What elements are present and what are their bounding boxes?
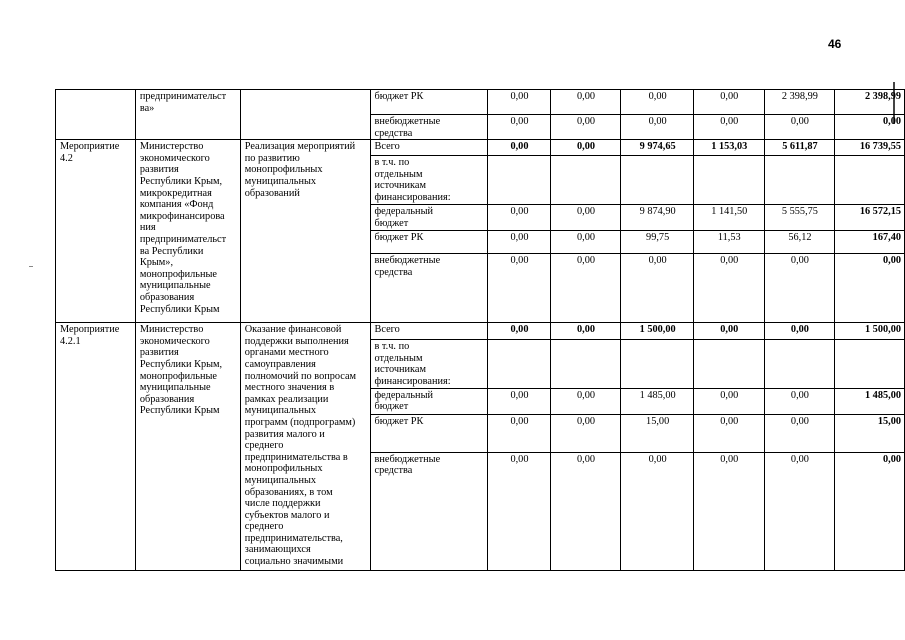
year-value-cell: 2 398,99 xyxy=(764,90,835,115)
year-value-cell: 9 974,65 xyxy=(621,140,694,156)
year-value-cell: 0,00 xyxy=(764,452,835,570)
total-value-cell: 0,00 xyxy=(835,452,905,570)
year-value-cell xyxy=(488,156,551,205)
year-value-cell: 0,00 xyxy=(488,140,551,156)
year-value-cell: 0,00 xyxy=(550,140,621,156)
funding-source-cell: внебюджетные средства xyxy=(370,115,488,140)
year-value-cell: 0,00 xyxy=(488,90,551,115)
year-value-cell: 1 141,50 xyxy=(693,205,764,231)
year-value-cell: 0,00 xyxy=(764,323,835,340)
funding-source-cell: бюджет РК xyxy=(370,414,488,452)
year-value-cell: 0,00 xyxy=(764,254,835,323)
measure-name-cell: Реализация мероприятий по развитию монопрофильных муниципальных образований xyxy=(240,140,370,323)
year-value-cell: 9 874,90 xyxy=(621,205,694,231)
total-value-cell: 0,00 xyxy=(835,254,905,323)
total-value-cell: 167,40 xyxy=(835,231,905,254)
funding-source-cell: внебюджетные средства xyxy=(370,452,488,570)
total-value-cell: 0,00 xyxy=(835,115,905,140)
year-value-cell xyxy=(621,156,694,205)
executor-cell: Министерство экономического развития Республики Крым, монопрофильные муниципальные образования Республики Крым xyxy=(135,323,240,570)
budget-table-body xyxy=(56,90,905,571)
year-value-cell: 0,00 xyxy=(550,414,621,452)
year-value-cell xyxy=(764,156,835,205)
total-value-cell: 2 398,99 xyxy=(835,90,905,115)
table-row xyxy=(56,323,905,340)
executor-cell: предпринимательст ва» xyxy=(135,90,240,140)
total-value-cell: 16 572,15 xyxy=(835,205,905,231)
funding-source-cell: в т.ч. по отдельным источникам финансирования: xyxy=(370,156,488,205)
year-value-cell: 0,00 xyxy=(488,323,551,340)
year-value-cell xyxy=(621,340,694,388)
year-value-cell xyxy=(550,156,621,205)
year-value-cell: 0,00 xyxy=(550,205,621,231)
year-value-cell: 0,00 xyxy=(550,90,621,115)
year-value-cell: 0,00 xyxy=(550,115,621,140)
year-value-cell: 0,00 xyxy=(693,115,764,140)
funding-source-cell: федеральный бюджет xyxy=(370,388,488,414)
year-value-cell: 0,00 xyxy=(550,323,621,340)
funding-source-cell: бюджет РК xyxy=(370,90,488,115)
year-value-cell xyxy=(764,340,835,388)
year-value-cell: 0,00 xyxy=(693,323,764,340)
table-row xyxy=(56,140,905,156)
year-value-cell: 1 485,00 xyxy=(621,388,694,414)
total-value-cell: 15,00 xyxy=(835,414,905,452)
year-value-cell: 0,00 xyxy=(693,90,764,115)
year-value-cell xyxy=(550,340,621,388)
event-cell xyxy=(56,90,136,140)
event-cell: Мероприятие 4.2.1 xyxy=(56,323,136,570)
total-value-cell: 1 485,00 xyxy=(835,388,905,414)
event-cell: Мероприятие 4.2 xyxy=(56,140,136,323)
year-value-cell: 5 611,87 xyxy=(764,140,835,156)
measure-name-cell: Оказание финансовой поддержки выполнения органами местного самоуправления полномочий по вопросам местного значения в рамках реализации муниципальных программ (подпрограмм) развития малого и среднего предпринимательства в монопрофильных муниципальных образованиях, в том числе поддержки субъектов малого и среднего предпринимательства, занимающихся социально значимыми xyxy=(240,323,370,570)
table-row xyxy=(56,90,905,115)
year-value-cell: 0,00 xyxy=(621,90,694,115)
year-value-cell: 5 555,75 xyxy=(764,205,835,231)
funding-source-cell: Всего xyxy=(370,140,488,156)
year-value-cell: 99,75 xyxy=(621,231,694,254)
year-value-cell: 0,00 xyxy=(550,388,621,414)
executor-cell: Министерство экономического развития Республики Крым, микрокредитная компания «Фонд микрофинансирова ния предпринимательст ва Республики Крым», монопрофильные муниципальные образования Республики Крым xyxy=(135,140,240,323)
budget-table xyxy=(55,89,905,571)
year-value-cell: 0,00 xyxy=(488,452,551,570)
scan-artifact-dot xyxy=(29,266,33,267)
year-value-cell: 0,00 xyxy=(488,205,551,231)
year-value-cell xyxy=(693,156,764,205)
year-value-cell: 0,00 xyxy=(488,388,551,414)
total-value-cell: 16 739,55 xyxy=(835,140,905,156)
year-value-cell: 0,00 xyxy=(621,115,694,140)
year-value-cell: 0,00 xyxy=(693,388,764,414)
year-value-cell: 0,00 xyxy=(693,414,764,452)
total-value-cell xyxy=(835,156,905,205)
year-value-cell: 0,00 xyxy=(764,414,835,452)
year-value-cell: 0,00 xyxy=(764,115,835,140)
year-value-cell: 0,00 xyxy=(693,254,764,323)
year-value-cell: 56,12 xyxy=(764,231,835,254)
page-number: 46 xyxy=(828,37,842,51)
year-value-cell: 0,00 xyxy=(488,254,551,323)
funding-source-cell: внебюджетные средства xyxy=(370,254,488,323)
year-value-cell: 11,53 xyxy=(693,231,764,254)
year-value-cell: 0,00 xyxy=(488,231,551,254)
year-value-cell: 0,00 xyxy=(693,452,764,570)
funding-source-cell: в т.ч. по отдельным источникам финансирования: xyxy=(370,340,488,388)
year-value-cell: 0,00 xyxy=(488,414,551,452)
year-value-cell xyxy=(488,340,551,388)
year-value-cell xyxy=(693,340,764,388)
year-value-cell: 0,00 xyxy=(764,388,835,414)
funding-source-cell: федеральный бюджет xyxy=(370,205,488,231)
funding-source-cell: Всего xyxy=(370,323,488,340)
year-value-cell: 1 153,03 xyxy=(693,140,764,156)
year-value-cell: 0,00 xyxy=(550,452,621,570)
year-value-cell: 0,00 xyxy=(488,115,551,140)
measure-name-cell xyxy=(240,90,370,140)
year-value-cell: 1 500,00 xyxy=(621,323,694,340)
funding-source-cell: бюджет РК xyxy=(370,231,488,254)
year-value-cell: 0,00 xyxy=(550,254,621,323)
year-value-cell: 0,00 xyxy=(550,231,621,254)
year-value-cell: 0,00 xyxy=(621,254,694,323)
total-value-cell xyxy=(835,340,905,388)
year-value-cell: 0,00 xyxy=(621,452,694,570)
total-value-cell: 1 500,00 xyxy=(835,323,905,340)
year-value-cell: 15,00 xyxy=(621,414,694,452)
